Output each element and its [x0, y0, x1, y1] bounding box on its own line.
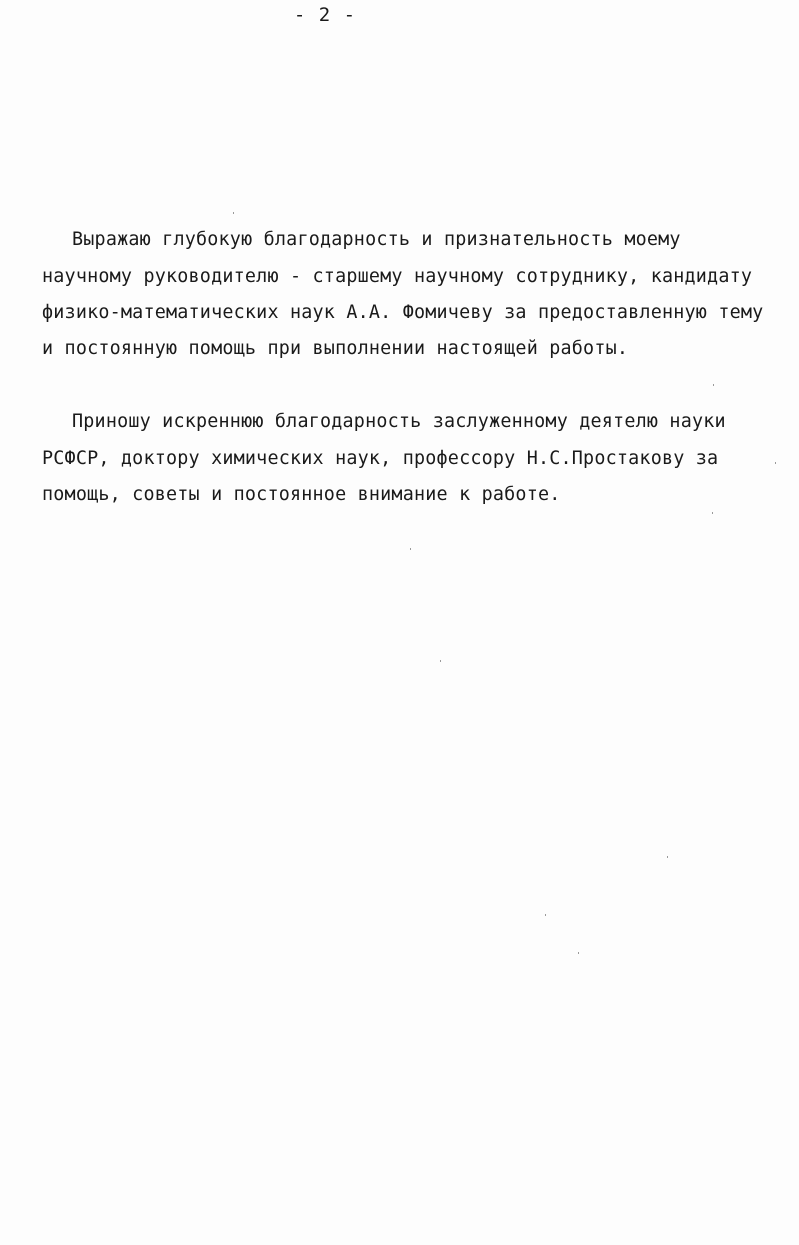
paragraph-line: помощь, советы и постоянное внимание к работе.	[42, 484, 561, 505]
paragraph-line: научному руководителю - старшему научному сотруднику, кандидату	[42, 266, 753, 287]
page-number: - 2 -	[293, 4, 357, 26]
paragraph-line: физико-математических наук А.А. Фомичеву за предоставленную тему	[42, 302, 764, 323]
paragraph-line: РСФСР, доктору химических наук, профессору Н.С.Простакову за	[42, 448, 719, 469]
paragraph-line: Выражаю глубокую благодарность и признательность моему	[72, 229, 681, 250]
paragraph-line: Приношу искреннюю благодарность заслуженному деятелю науки	[72, 411, 726, 432]
paragraph-line: и постоянную помощь при выполнении настоящей работы.	[42, 338, 629, 359]
